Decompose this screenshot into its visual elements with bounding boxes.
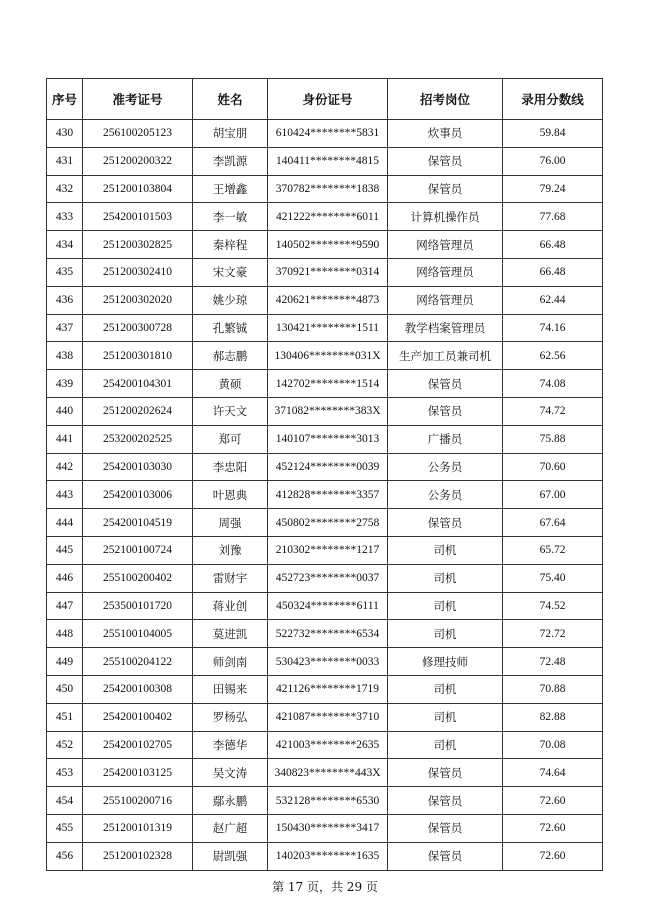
seq-cell: 441 bbox=[47, 425, 83, 453]
table-row bbox=[47, 675, 603, 703]
header-name: 姓名 bbox=[193, 79, 268, 120]
position-cell: 保管员 bbox=[388, 397, 503, 425]
exam-id-cell: 254200100308 bbox=[83, 675, 193, 703]
id-number-cell: 450324********6111 bbox=[268, 592, 388, 620]
seq-cell: 438 bbox=[47, 342, 83, 370]
score-cell: 72.60 bbox=[503, 787, 603, 815]
score-cell: 74.72 bbox=[503, 397, 603, 425]
seq-cell: 443 bbox=[47, 481, 83, 509]
id-number-cell: 140411********4815 bbox=[268, 147, 388, 175]
score-cell: 66.48 bbox=[503, 231, 603, 259]
seq-cell: 442 bbox=[47, 453, 83, 481]
exam-id-cell: 256100205123 bbox=[83, 120, 193, 148]
id-number-cell: 130421********1511 bbox=[268, 314, 388, 342]
exam-id-cell: 251200103804 bbox=[83, 175, 193, 203]
exam-id-cell: 254200103030 bbox=[83, 453, 193, 481]
results-table bbox=[46, 78, 603, 871]
table-row bbox=[47, 787, 603, 815]
header-id-number: 身份证号 bbox=[268, 79, 388, 120]
name-cell: 周强 bbox=[193, 509, 268, 537]
id-number-cell: 522732********6534 bbox=[268, 620, 388, 648]
id-number-cell: 150430********3417 bbox=[268, 814, 388, 842]
score-cell: 74.64 bbox=[503, 759, 603, 787]
seq-cell: 437 bbox=[47, 314, 83, 342]
exam-id-cell: 251200102328 bbox=[83, 842, 193, 870]
exam-id-cell: 254200104301 bbox=[83, 370, 193, 398]
exam-id-cell: 254200103125 bbox=[83, 759, 193, 787]
name-cell: 莫进凯 bbox=[193, 620, 268, 648]
name-cell: 姚少琼 bbox=[193, 286, 268, 314]
id-number-cell: 532128********6530 bbox=[268, 787, 388, 815]
position-cell: 保管员 bbox=[388, 814, 503, 842]
exam-id-cell: 251200200322 bbox=[83, 147, 193, 175]
table-row bbox=[47, 842, 603, 870]
score-cell: 67.64 bbox=[503, 509, 603, 537]
exam-id-cell: 253500101720 bbox=[83, 592, 193, 620]
score-cell: 74.08 bbox=[503, 370, 603, 398]
position-cell: 司机 bbox=[388, 620, 503, 648]
score-cell: 72.60 bbox=[503, 842, 603, 870]
id-number-cell: 140502********9590 bbox=[268, 231, 388, 259]
table-row bbox=[47, 564, 603, 592]
id-number-cell: 371082********383X bbox=[268, 397, 388, 425]
score-cell: 70.08 bbox=[503, 731, 603, 759]
seq-cell: 430 bbox=[47, 120, 83, 148]
position-cell: 保管员 bbox=[388, 787, 503, 815]
seq-cell: 453 bbox=[47, 759, 83, 787]
position-cell: 教学档案管理员 bbox=[388, 314, 503, 342]
id-number-cell: 412828********3357 bbox=[268, 481, 388, 509]
name-cell: 秦梓程 bbox=[193, 231, 268, 259]
name-cell: 黄硕 bbox=[193, 370, 268, 398]
exam-id-cell: 254200102705 bbox=[83, 731, 193, 759]
table-row bbox=[47, 342, 603, 370]
page-footer: 第 17 页，共 29 页 bbox=[272, 880, 378, 894]
name-cell: 宋文豪 bbox=[193, 258, 268, 286]
seq-cell: 439 bbox=[47, 370, 83, 398]
exam-id-cell: 251200202624 bbox=[83, 397, 193, 425]
name-cell: 孔繁铖 bbox=[193, 314, 268, 342]
name-cell: 郑可 bbox=[193, 425, 268, 453]
position-cell: 司机 bbox=[388, 564, 503, 592]
position-cell: 保管员 bbox=[388, 147, 503, 175]
id-number-cell: 610424********5831 bbox=[268, 120, 388, 148]
exam-id-cell: 251200302020 bbox=[83, 286, 193, 314]
score-cell: 77.68 bbox=[503, 203, 603, 231]
id-number-cell: 421087********3710 bbox=[268, 703, 388, 731]
name-cell: 罗杨弘 bbox=[193, 703, 268, 731]
id-number-cell: 450802********2758 bbox=[268, 509, 388, 537]
table-body bbox=[47, 120, 603, 871]
position-cell: 网络管理员 bbox=[388, 258, 503, 286]
score-cell: 75.40 bbox=[503, 564, 603, 592]
exam-id-cell: 254200100402 bbox=[83, 703, 193, 731]
name-cell: 鄢永鹏 bbox=[193, 787, 268, 815]
seq-cell: 447 bbox=[47, 592, 83, 620]
exam-id-cell: 252100100724 bbox=[83, 536, 193, 564]
position-cell: 公务员 bbox=[388, 481, 503, 509]
table-row bbox=[47, 620, 603, 648]
position-cell: 生产加工员兼司机 bbox=[388, 342, 503, 370]
name-cell: 李忠阳 bbox=[193, 453, 268, 481]
exam-id-cell: 255100200716 bbox=[83, 787, 193, 815]
score-cell: 59.84 bbox=[503, 120, 603, 148]
id-number-cell: 421222********6011 bbox=[268, 203, 388, 231]
name-cell: 师剑南 bbox=[193, 648, 268, 676]
score-cell: 72.60 bbox=[503, 814, 603, 842]
position-cell: 保管员 bbox=[388, 759, 503, 787]
header-exam-id: 准考证号 bbox=[83, 79, 193, 120]
id-number-cell: 530423********0033 bbox=[268, 648, 388, 676]
seq-cell: 444 bbox=[47, 509, 83, 537]
score-cell: 75.88 bbox=[503, 425, 603, 453]
table-row bbox=[47, 481, 603, 509]
name-cell: 许天文 bbox=[193, 397, 268, 425]
header-score: 录用分数线 bbox=[503, 79, 603, 120]
position-cell: 计算机操作员 bbox=[388, 203, 503, 231]
position-cell: 公务员 bbox=[388, 453, 503, 481]
exam-id-cell: 251200302825 bbox=[83, 231, 193, 259]
name-cell: 蒋业创 bbox=[193, 592, 268, 620]
seq-cell: 435 bbox=[47, 258, 83, 286]
table-row bbox=[47, 370, 603, 398]
id-number-cell: 130406********031X bbox=[268, 342, 388, 370]
id-number-cell: 452124********0039 bbox=[268, 453, 388, 481]
id-number-cell: 420621********4873 bbox=[268, 286, 388, 314]
name-cell: 李德华 bbox=[193, 731, 268, 759]
id-number-cell: 452723********0037 bbox=[268, 564, 388, 592]
seq-cell: 454 bbox=[47, 787, 83, 815]
table-row bbox=[47, 203, 603, 231]
exam-id-cell: 255100200402 bbox=[83, 564, 193, 592]
seq-cell: 436 bbox=[47, 286, 83, 314]
table-row bbox=[47, 509, 603, 537]
exam-id-cell: 251200302410 bbox=[83, 258, 193, 286]
score-cell: 74.16 bbox=[503, 314, 603, 342]
position-cell: 网络管理员 bbox=[388, 286, 503, 314]
seq-cell: 456 bbox=[47, 842, 83, 870]
id-number-cell: 140203********1635 bbox=[268, 842, 388, 870]
id-number-cell: 421126********1719 bbox=[268, 675, 388, 703]
score-cell: 72.48 bbox=[503, 648, 603, 676]
position-cell: 司机 bbox=[388, 536, 503, 564]
score-cell: 74.52 bbox=[503, 592, 603, 620]
name-cell: 郝志鹏 bbox=[193, 342, 268, 370]
table-row bbox=[47, 286, 603, 314]
position-cell: 保管员 bbox=[388, 175, 503, 203]
seq-cell: 433 bbox=[47, 203, 83, 231]
score-cell: 62.44 bbox=[503, 286, 603, 314]
position-cell: 保管员 bbox=[388, 509, 503, 537]
table-row bbox=[47, 536, 603, 564]
name-cell: 雷财宇 bbox=[193, 564, 268, 592]
table-row bbox=[47, 592, 603, 620]
position-cell: 司机 bbox=[388, 703, 503, 731]
seq-cell: 449 bbox=[47, 648, 83, 676]
id-number-cell: 210302********1217 bbox=[268, 536, 388, 564]
seq-cell: 434 bbox=[47, 231, 83, 259]
name-cell: 尉凯强 bbox=[193, 842, 268, 870]
header-seq: 序号 bbox=[47, 79, 83, 120]
score-cell: 70.88 bbox=[503, 675, 603, 703]
id-number-cell: 370782********1838 bbox=[268, 175, 388, 203]
table-row bbox=[47, 231, 603, 259]
exam-id-cell: 251200101319 bbox=[83, 814, 193, 842]
id-number-cell: 142702********1514 bbox=[268, 370, 388, 398]
exam-id-cell: 254200101503 bbox=[83, 203, 193, 231]
exam-id-cell: 251200301810 bbox=[83, 342, 193, 370]
exam-id-cell: 253200202525 bbox=[83, 425, 193, 453]
id-number-cell: 140107********3013 bbox=[268, 425, 388, 453]
name-cell: 李一敏 bbox=[193, 203, 268, 231]
score-cell: 67.00 bbox=[503, 481, 603, 509]
table-row bbox=[47, 397, 603, 425]
score-cell: 65.72 bbox=[503, 536, 603, 564]
seq-cell: 446 bbox=[47, 564, 83, 592]
table-row bbox=[47, 453, 603, 481]
seq-cell: 431 bbox=[47, 147, 83, 175]
score-cell: 76.00 bbox=[503, 147, 603, 175]
exam-id-cell: 251200300728 bbox=[83, 314, 193, 342]
name-cell: 叶恩典 bbox=[193, 481, 268, 509]
seq-cell: 450 bbox=[47, 675, 83, 703]
exam-id-cell: 254200104519 bbox=[83, 509, 193, 537]
table-row bbox=[47, 120, 603, 148]
score-cell: 62.56 bbox=[503, 342, 603, 370]
table-row bbox=[47, 703, 603, 731]
name-cell: 胡宝朋 bbox=[193, 120, 268, 148]
position-cell: 保管员 bbox=[388, 842, 503, 870]
seq-cell: 448 bbox=[47, 620, 83, 648]
name-cell: 赵广超 bbox=[193, 814, 268, 842]
table-row bbox=[47, 147, 603, 175]
score-cell: 66.48 bbox=[503, 258, 603, 286]
table-row bbox=[47, 175, 603, 203]
position-cell: 炊事员 bbox=[388, 120, 503, 148]
score-cell: 72.72 bbox=[503, 620, 603, 648]
exam-id-cell: 254200103006 bbox=[83, 481, 193, 509]
position-cell: 司机 bbox=[388, 675, 503, 703]
table-row bbox=[47, 258, 603, 286]
table-row bbox=[47, 314, 603, 342]
seq-cell: 455 bbox=[47, 814, 83, 842]
name-cell: 吴文涛 bbox=[193, 759, 268, 787]
header-position: 招考岗位 bbox=[388, 79, 503, 120]
table-row bbox=[47, 814, 603, 842]
seq-cell: 445 bbox=[47, 536, 83, 564]
id-number-cell: 340823********443X bbox=[268, 759, 388, 787]
score-cell: 79.24 bbox=[503, 175, 603, 203]
position-cell: 司机 bbox=[388, 731, 503, 759]
seq-cell: 452 bbox=[47, 731, 83, 759]
name-cell: 李凯源 bbox=[193, 147, 268, 175]
table-row bbox=[47, 425, 603, 453]
id-number-cell: 370921********0314 bbox=[268, 258, 388, 286]
table-row bbox=[47, 648, 603, 676]
table-row bbox=[47, 731, 603, 759]
table-row bbox=[47, 759, 603, 787]
position-cell: 保管员 bbox=[388, 370, 503, 398]
name-cell: 王增鑫 bbox=[193, 175, 268, 203]
name-cell: 田锡来 bbox=[193, 675, 268, 703]
exam-id-cell: 255100104005 bbox=[83, 620, 193, 648]
score-cell: 82.88 bbox=[503, 703, 603, 731]
score-cell: 70.60 bbox=[503, 453, 603, 481]
table-header-row bbox=[47, 79, 603, 120]
seq-cell: 451 bbox=[47, 703, 83, 731]
name-cell: 刘豫 bbox=[193, 536, 268, 564]
position-cell: 司机 bbox=[388, 592, 503, 620]
id-number-cell: 421003********2635 bbox=[268, 731, 388, 759]
position-cell: 修理技师 bbox=[388, 648, 503, 676]
exam-id-cell: 255100204122 bbox=[83, 648, 193, 676]
position-cell: 广播员 bbox=[388, 425, 503, 453]
seq-cell: 432 bbox=[47, 175, 83, 203]
seq-cell: 440 bbox=[47, 397, 83, 425]
position-cell: 网络管理员 bbox=[388, 231, 503, 259]
